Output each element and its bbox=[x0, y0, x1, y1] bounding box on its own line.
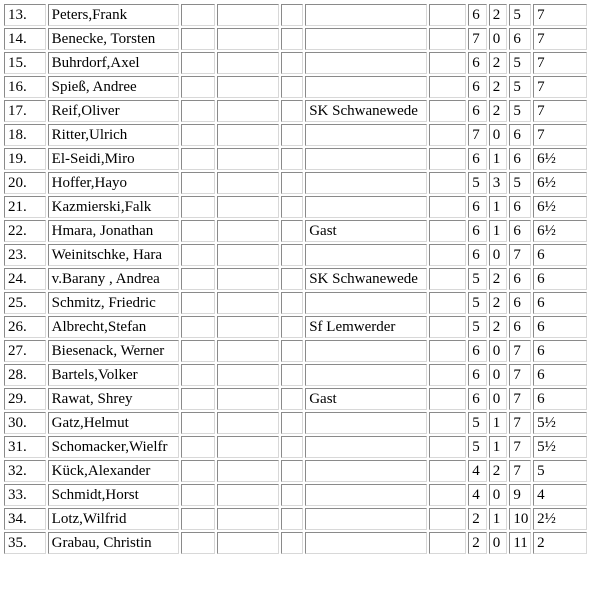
wins-cell: 5 bbox=[468, 292, 487, 314]
points-cell: 6½ bbox=[533, 148, 587, 170]
empty-cell bbox=[281, 100, 303, 122]
empty-cell bbox=[281, 364, 303, 386]
player-name-cell: Buhrdorf,Axel bbox=[48, 52, 179, 74]
losses-cell: 9 bbox=[509, 484, 531, 506]
empty-cell bbox=[281, 292, 303, 314]
points-cell: 6½ bbox=[533, 220, 587, 242]
empty-cell bbox=[281, 388, 303, 410]
draws-cell: 1 bbox=[489, 220, 508, 242]
losses-cell: 7 bbox=[509, 436, 531, 458]
losses-cell: 5 bbox=[509, 76, 531, 98]
player-name-cell: Rawat, Shrey bbox=[48, 388, 179, 410]
empty-cell bbox=[429, 412, 467, 434]
player-name-cell: Biesenack, Werner bbox=[48, 340, 179, 362]
losses-cell: 7 bbox=[509, 412, 531, 434]
player-name-cell: Bartels,Volker bbox=[48, 364, 179, 386]
losses-cell: 6 bbox=[509, 316, 531, 338]
draws-cell: 1 bbox=[489, 148, 508, 170]
empty-cell bbox=[281, 340, 303, 362]
wins-cell: 5 bbox=[468, 316, 487, 338]
points-cell: 2 bbox=[533, 532, 587, 554]
club-cell bbox=[305, 412, 426, 434]
empty-cell bbox=[181, 508, 215, 530]
rank-cell: 26. bbox=[4, 316, 46, 338]
wins-cell: 6 bbox=[468, 148, 487, 170]
club-cell bbox=[305, 484, 426, 506]
draws-cell: 2 bbox=[489, 100, 508, 122]
empty-cell bbox=[181, 316, 215, 338]
player-name-cell: Peters,Frank bbox=[48, 4, 179, 26]
club-cell bbox=[305, 124, 426, 146]
table-row bbox=[4, 4, 587, 26]
rank-cell: 23. bbox=[4, 244, 46, 266]
table-row bbox=[4, 28, 587, 50]
points-cell: 6½ bbox=[533, 196, 587, 218]
table-row bbox=[4, 460, 587, 482]
points-cell: 7 bbox=[533, 52, 587, 74]
rank-cell: 25. bbox=[4, 292, 46, 314]
rank-cell: 24. bbox=[4, 268, 46, 290]
draws-cell: 2 bbox=[489, 268, 508, 290]
table-row bbox=[4, 508, 587, 530]
draws-cell: 0 bbox=[489, 532, 508, 554]
empty-cell bbox=[181, 100, 215, 122]
table-row bbox=[4, 484, 587, 506]
points-cell: 6 bbox=[533, 388, 587, 410]
empty-cell bbox=[281, 124, 303, 146]
club-cell: Gast bbox=[305, 388, 426, 410]
empty-cell bbox=[217, 508, 280, 530]
losses-cell: 6 bbox=[509, 124, 531, 146]
wins-cell: 5 bbox=[468, 172, 487, 194]
empty-cell bbox=[181, 52, 215, 74]
empty-cell bbox=[281, 412, 303, 434]
table-row bbox=[4, 148, 587, 170]
table-row bbox=[4, 244, 587, 266]
empty-cell bbox=[281, 436, 303, 458]
losses-cell: 6 bbox=[509, 196, 531, 218]
empty-cell bbox=[181, 148, 215, 170]
player-name-cell: Grabau, Christin bbox=[48, 532, 179, 554]
draws-cell: 0 bbox=[489, 28, 508, 50]
empty-cell bbox=[281, 148, 303, 170]
wins-cell: 5 bbox=[468, 412, 487, 434]
player-name-cell: Kazmierski,Falk bbox=[48, 196, 179, 218]
empty-cell bbox=[281, 244, 303, 266]
empty-cell bbox=[429, 148, 467, 170]
empty-cell bbox=[217, 484, 280, 506]
empty-cell bbox=[281, 52, 303, 74]
losses-cell: 6 bbox=[509, 148, 531, 170]
empty-cell bbox=[217, 124, 280, 146]
rank-cell: 32. bbox=[4, 460, 46, 482]
losses-cell: 5 bbox=[509, 4, 531, 26]
table-row bbox=[4, 364, 587, 386]
points-cell: 6 bbox=[533, 268, 587, 290]
wins-cell: 6 bbox=[468, 388, 487, 410]
club-cell bbox=[305, 76, 426, 98]
empty-cell bbox=[181, 268, 215, 290]
rank-cell: 21. bbox=[4, 196, 46, 218]
empty-cell bbox=[181, 364, 215, 386]
wins-cell: 5 bbox=[468, 436, 487, 458]
empty-cell bbox=[217, 388, 280, 410]
player-name-cell: El-Seidi,Miro bbox=[48, 148, 179, 170]
empty-cell bbox=[429, 484, 467, 506]
player-name-cell: Weinitschke, Hara bbox=[48, 244, 179, 266]
rank-cell: 13. bbox=[4, 4, 46, 26]
club-cell bbox=[305, 364, 426, 386]
table-row bbox=[4, 124, 587, 146]
wins-cell: 6 bbox=[468, 100, 487, 122]
points-cell: 5½ bbox=[533, 436, 587, 458]
club-cell bbox=[305, 340, 426, 362]
table-row bbox=[4, 340, 587, 362]
empty-cell bbox=[217, 172, 280, 194]
points-cell: 7 bbox=[533, 124, 587, 146]
rank-cell: 28. bbox=[4, 364, 46, 386]
table-row bbox=[4, 76, 587, 98]
draws-cell: 0 bbox=[489, 364, 508, 386]
points-cell: 6 bbox=[533, 364, 587, 386]
club-cell bbox=[305, 460, 426, 482]
points-cell: 6 bbox=[533, 316, 587, 338]
empty-cell bbox=[429, 100, 467, 122]
player-name-cell: Benecke, Torsten bbox=[48, 28, 179, 50]
empty-cell bbox=[429, 364, 467, 386]
club-cell: SK Schwanewede bbox=[305, 100, 426, 122]
wins-cell: 7 bbox=[468, 28, 487, 50]
empty-cell bbox=[217, 436, 280, 458]
empty-cell bbox=[181, 4, 215, 26]
wins-cell: 6 bbox=[468, 52, 487, 74]
draws-cell: 1 bbox=[489, 508, 508, 530]
empty-cell bbox=[429, 460, 467, 482]
table-row bbox=[4, 436, 587, 458]
empty-cell bbox=[281, 508, 303, 530]
empty-cell bbox=[181, 388, 215, 410]
losses-cell: 5 bbox=[509, 172, 531, 194]
points-cell: 6 bbox=[533, 340, 587, 362]
empty-cell bbox=[181, 196, 215, 218]
club-cell bbox=[305, 532, 426, 554]
empty-cell bbox=[181, 28, 215, 50]
rank-cell: 22. bbox=[4, 220, 46, 242]
points-cell: 5½ bbox=[533, 412, 587, 434]
empty-cell bbox=[281, 484, 303, 506]
points-cell: 2½ bbox=[533, 508, 587, 530]
empty-cell bbox=[281, 76, 303, 98]
wins-cell: 4 bbox=[468, 484, 487, 506]
wins-cell: 2 bbox=[468, 532, 487, 554]
player-name-cell: Schmidt,Horst bbox=[48, 484, 179, 506]
club-cell bbox=[305, 148, 426, 170]
club-cell bbox=[305, 28, 426, 50]
draws-cell: 0 bbox=[489, 124, 508, 146]
losses-cell: 6 bbox=[509, 268, 531, 290]
empty-cell bbox=[429, 244, 467, 266]
table-row bbox=[4, 268, 587, 290]
empty-cell bbox=[217, 340, 280, 362]
losses-cell: 10 bbox=[509, 508, 531, 530]
empty-cell bbox=[217, 4, 280, 26]
rank-cell: 30. bbox=[4, 412, 46, 434]
club-cell bbox=[305, 52, 426, 74]
player-name-cell: Albrecht,Stefan bbox=[48, 316, 179, 338]
points-cell: 7 bbox=[533, 4, 587, 26]
empty-cell bbox=[429, 220, 467, 242]
empty-cell bbox=[181, 484, 215, 506]
draws-cell: 1 bbox=[489, 196, 508, 218]
empty-cell bbox=[429, 76, 467, 98]
empty-cell bbox=[429, 532, 467, 554]
points-cell: 7 bbox=[533, 28, 587, 50]
draws-cell: 0 bbox=[489, 388, 508, 410]
player-name-cell: Hmara, Jonathan bbox=[48, 220, 179, 242]
empty-cell bbox=[281, 28, 303, 50]
table-row bbox=[4, 220, 587, 242]
table-row bbox=[4, 100, 587, 122]
standings-table bbox=[2, 2, 589, 556]
player-name-cell: Gatz,Helmut bbox=[48, 412, 179, 434]
wins-cell: 4 bbox=[468, 460, 487, 482]
empty-cell bbox=[181, 532, 215, 554]
empty-cell bbox=[217, 268, 280, 290]
losses-cell: 5 bbox=[509, 52, 531, 74]
points-cell: 6½ bbox=[533, 172, 587, 194]
empty-cell bbox=[217, 28, 280, 50]
standings-body bbox=[4, 4, 587, 554]
rank-cell: 16. bbox=[4, 76, 46, 98]
points-cell: 5 bbox=[533, 460, 587, 482]
draws-cell: 2 bbox=[489, 52, 508, 74]
losses-cell: 6 bbox=[509, 220, 531, 242]
draws-cell: 0 bbox=[489, 244, 508, 266]
wins-cell: 6 bbox=[468, 340, 487, 362]
table-row bbox=[4, 412, 587, 434]
rank-cell: 35. bbox=[4, 532, 46, 554]
rank-cell: 34. bbox=[4, 508, 46, 530]
empty-cell bbox=[181, 412, 215, 434]
wins-cell: 7 bbox=[468, 124, 487, 146]
empty-cell bbox=[181, 76, 215, 98]
draws-cell: 2 bbox=[489, 316, 508, 338]
empty-cell bbox=[429, 28, 467, 50]
club-cell bbox=[305, 292, 426, 314]
draws-cell: 3 bbox=[489, 172, 508, 194]
empty-cell bbox=[217, 220, 280, 242]
player-name-cell: Lotz,Wilfrid bbox=[48, 508, 179, 530]
empty-cell bbox=[429, 196, 467, 218]
empty-cell bbox=[429, 268, 467, 290]
wins-cell: 6 bbox=[468, 4, 487, 26]
losses-cell: 7 bbox=[509, 340, 531, 362]
draws-cell: 2 bbox=[489, 460, 508, 482]
table-row bbox=[4, 196, 587, 218]
points-cell: 7 bbox=[533, 76, 587, 98]
empty-cell bbox=[181, 460, 215, 482]
player-name-cell: Ritter,Ulrich bbox=[48, 124, 179, 146]
table-row bbox=[4, 316, 587, 338]
table-row bbox=[4, 388, 587, 410]
draws-cell: 1 bbox=[489, 436, 508, 458]
empty-cell bbox=[217, 364, 280, 386]
empty-cell bbox=[429, 4, 467, 26]
empty-cell bbox=[281, 268, 303, 290]
draws-cell: 0 bbox=[489, 484, 508, 506]
player-name-cell: v.Barany , Andrea bbox=[48, 268, 179, 290]
club-cell bbox=[305, 172, 426, 194]
empty-cell bbox=[429, 508, 467, 530]
empty-cell bbox=[429, 124, 467, 146]
empty-cell bbox=[181, 244, 215, 266]
losses-cell: 5 bbox=[509, 100, 531, 122]
table-row bbox=[4, 292, 587, 314]
points-cell: 6 bbox=[533, 244, 587, 266]
club-cell bbox=[305, 508, 426, 530]
draws-cell: 1 bbox=[489, 412, 508, 434]
empty-cell bbox=[281, 316, 303, 338]
club-cell bbox=[305, 436, 426, 458]
draws-cell: 0 bbox=[489, 340, 508, 362]
wins-cell: 2 bbox=[468, 508, 487, 530]
empty-cell bbox=[429, 436, 467, 458]
empty-cell bbox=[181, 172, 215, 194]
losses-cell: 7 bbox=[509, 460, 531, 482]
wins-cell: 6 bbox=[468, 76, 487, 98]
club-cell bbox=[305, 4, 426, 26]
wins-cell: 6 bbox=[468, 220, 487, 242]
losses-cell: 7 bbox=[509, 388, 531, 410]
club-cell: SK Schwanewede bbox=[305, 268, 426, 290]
empty-cell bbox=[429, 316, 467, 338]
table-row bbox=[4, 172, 587, 194]
empty-cell bbox=[217, 100, 280, 122]
player-name-cell: Schmitz, Friedric bbox=[48, 292, 179, 314]
wins-cell: 6 bbox=[468, 196, 487, 218]
empty-cell bbox=[281, 196, 303, 218]
rank-cell: 15. bbox=[4, 52, 46, 74]
empty-cell bbox=[181, 124, 215, 146]
club-cell: Sf Lemwerder bbox=[305, 316, 426, 338]
losses-cell: 7 bbox=[509, 244, 531, 266]
rank-cell: 19. bbox=[4, 148, 46, 170]
losses-cell: 6 bbox=[509, 28, 531, 50]
club-cell: Gast bbox=[305, 220, 426, 242]
wins-cell: 5 bbox=[468, 268, 487, 290]
empty-cell bbox=[281, 4, 303, 26]
empty-cell bbox=[217, 292, 280, 314]
rank-cell: 31. bbox=[4, 436, 46, 458]
empty-cell bbox=[217, 148, 280, 170]
empty-cell bbox=[429, 292, 467, 314]
draws-cell: 2 bbox=[489, 292, 508, 314]
rank-cell: 29. bbox=[4, 388, 46, 410]
empty-cell bbox=[429, 340, 467, 362]
empty-cell bbox=[181, 436, 215, 458]
empty-cell bbox=[181, 292, 215, 314]
draws-cell: 2 bbox=[489, 76, 508, 98]
losses-cell: 7 bbox=[509, 364, 531, 386]
table-row bbox=[4, 532, 587, 554]
player-name-cell: Kück,Alexander bbox=[48, 460, 179, 482]
losses-cell: 6 bbox=[509, 292, 531, 314]
empty-cell bbox=[217, 244, 280, 266]
empty-cell bbox=[217, 52, 280, 74]
empty-cell bbox=[217, 316, 280, 338]
table-row bbox=[4, 52, 587, 74]
empty-cell bbox=[281, 532, 303, 554]
empty-cell bbox=[429, 388, 467, 410]
rank-cell: 17. bbox=[4, 100, 46, 122]
points-cell: 6 bbox=[533, 292, 587, 314]
wins-cell: 6 bbox=[468, 244, 487, 266]
club-cell bbox=[305, 196, 426, 218]
wins-cell: 6 bbox=[468, 364, 487, 386]
player-name-cell: Schomacker,Wielfr bbox=[48, 436, 179, 458]
points-cell: 4 bbox=[533, 484, 587, 506]
empty-cell bbox=[217, 412, 280, 434]
rank-cell: 14. bbox=[4, 28, 46, 50]
empty-cell bbox=[281, 172, 303, 194]
empty-cell bbox=[181, 220, 215, 242]
rank-cell: 20. bbox=[4, 172, 46, 194]
rank-cell: 27. bbox=[4, 340, 46, 362]
empty-cell bbox=[281, 460, 303, 482]
empty-cell bbox=[181, 340, 215, 362]
player-name-cell: Spieß, Andree bbox=[48, 76, 179, 98]
empty-cell bbox=[217, 76, 280, 98]
empty-cell bbox=[429, 52, 467, 74]
draws-cell: 2 bbox=[489, 4, 508, 26]
player-name-cell: Hoffer,Hayo bbox=[48, 172, 179, 194]
player-name-cell: Reif,Oliver bbox=[48, 100, 179, 122]
empty-cell bbox=[217, 532, 280, 554]
rank-cell: 18. bbox=[4, 124, 46, 146]
empty-cell bbox=[217, 196, 280, 218]
losses-cell: 11 bbox=[509, 532, 531, 554]
empty-cell bbox=[217, 460, 280, 482]
points-cell: 7 bbox=[533, 100, 587, 122]
empty-cell bbox=[429, 172, 467, 194]
rank-cell: 33. bbox=[4, 484, 46, 506]
club-cell bbox=[305, 244, 426, 266]
empty-cell bbox=[281, 220, 303, 242]
